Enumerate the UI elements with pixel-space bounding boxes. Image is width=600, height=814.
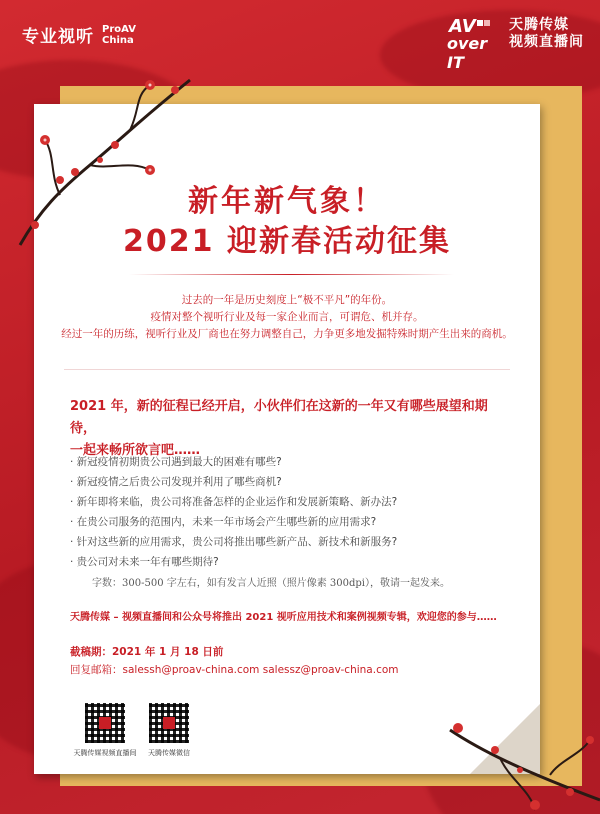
qr-code-icon [84,702,126,744]
intro-line: 经过一年的历练，视听行业及厂商也在努力调整自己，力争更多地发掘特殊时期产生出来的商机。 [61,328,513,340]
avoverit-mark-icon: AV over IT [447,14,505,54]
reply-email: 回复邮箱：salessh@proav-china.com salessz@proav-china.com [70,664,399,676]
intro-line: 疫情对整个视听行业及每一家企业而言，可谓危、机并存。 [150,311,424,323]
qr-code-icon [148,702,190,744]
word-count-note: 字数：300-500 字左右，如有发言人近照（照片像素 300dpi），敬请一起发来。 [92,578,450,589]
question-item: · 新年即将来临，贵公司将准备怎样的企业运作和发展新策略、新办法? [70,496,398,508]
tianteng-logo-text: 天腾传媒 视频直播间 [509,17,584,50]
plum-blossom-branch-icon [440,700,600,814]
intro-line: 过去的一年是历史刻度上“极不平凡”的年份。 [181,294,393,306]
qr-code-livestream [70,702,140,758]
divider [64,369,510,370]
headline: 新年新气象！ [188,184,386,219]
qr-code-wechat [134,702,204,758]
lead-paragraph: 2021 年，新的征程已经开启，小伙伴们在这新的一年又有哪些展望和期待， 一起来畅所欲言吧…… [70,399,488,458]
promo-text: 天腾传媒 – 视频直播间和公众号将推出 2021 视听应用技术和案例视频专辑，欢迎您的参与…… [70,612,497,623]
qr-label: 天腾传媒微信 [148,749,190,757]
qr-label: 天腾传媒视频直播间 [73,749,137,757]
question-item: · 新冠疫情之后贵公司发现并利用了哪些商机? [70,476,282,488]
headline-2021: 2021 迎新春活动征集 [123,224,451,259]
avoverit-logo [447,14,584,72]
plum-blossom-branch-icon [0,60,200,250]
proav-logo [22,22,136,47]
proav-logo-cn: 专业视听 [22,27,94,47]
divider [129,274,454,275]
deadline: 截稿期：2021 年 1 月 18 日前 [70,646,224,658]
question-item: · 在贵公司服务的范围内，未来一年市场会产生哪些新的应用需求? [70,516,377,528]
question-item: · 贵公司对未来一年有哪些期待? [70,556,219,568]
question-item: · 新冠疫情初期贵公司遇到最大的困难有哪些? [70,456,282,468]
question-item: · 针对这些新的应用需求，贵公司将推出哪些新产品、新技术和新服务? [70,536,398,548]
proav-logo-en: ProAV China [102,23,136,46]
question-list [70,452,510,572]
